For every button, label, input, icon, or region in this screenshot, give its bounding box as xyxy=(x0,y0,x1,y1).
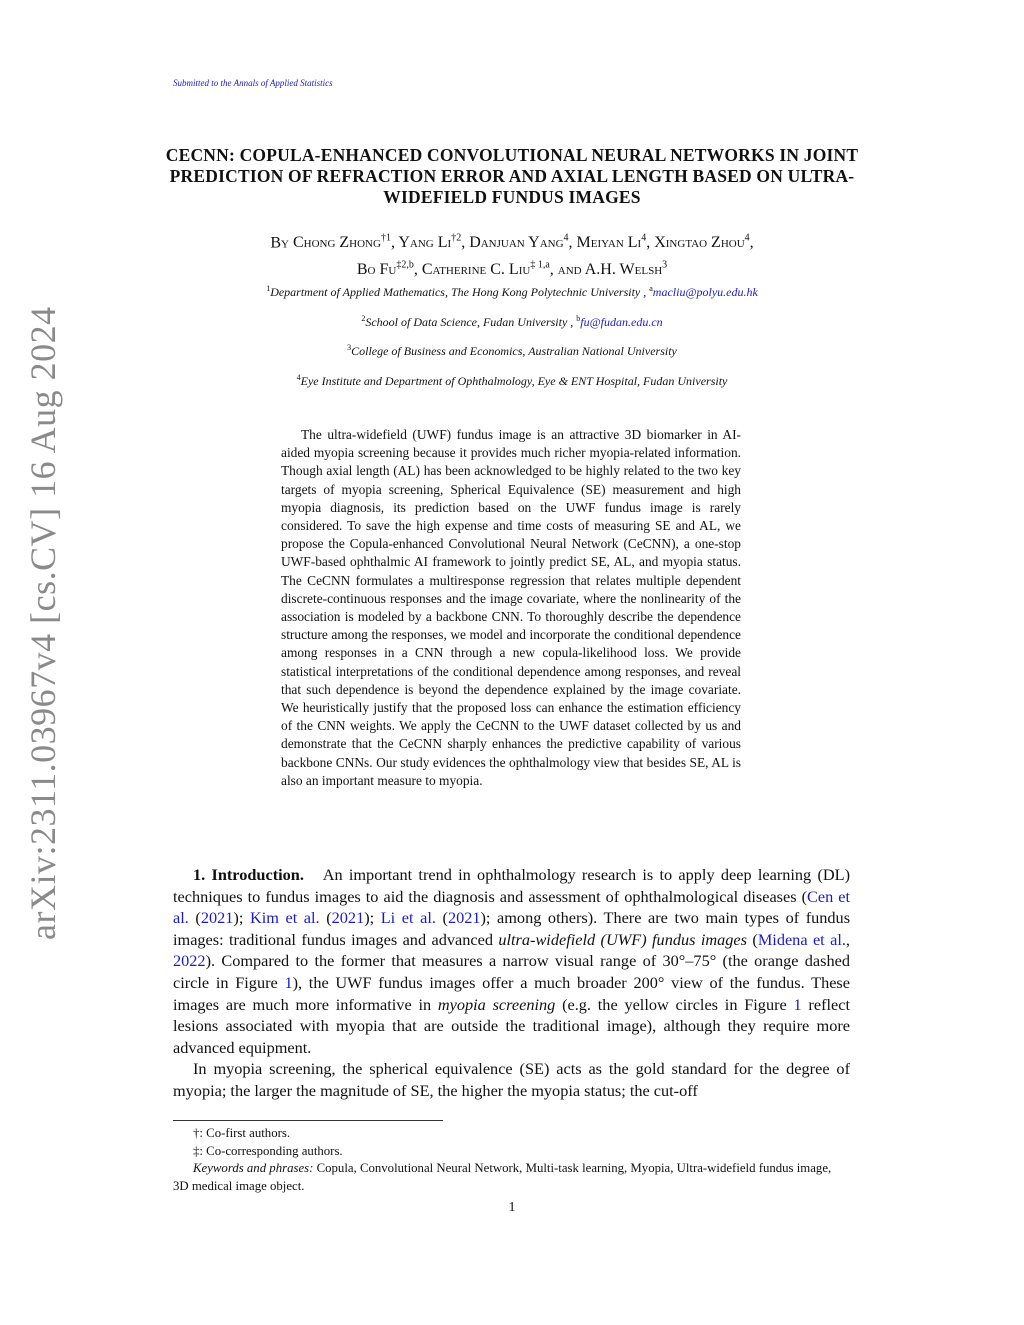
author: Xingtao Zhou$^4$, xyxy=(654,233,754,252)
author-list xyxy=(150,228,874,281)
author: Catherine C. Liu$^{\ddagger 1,a}$, xyxy=(421,259,554,278)
section-number: 1. xyxy=(193,865,206,884)
page-number: 1 xyxy=(508,1200,516,1215)
email-link[interactable]: macliu@polyu.edu.hk xyxy=(652,285,758,299)
citation-link[interactable]: 2021 xyxy=(331,908,365,928)
intro-paragraph-2: In myopia screening, the spherical equivalence (SE) acts as the gold standard for the degree of myopia; the larger the magnitude of SE, the higher the myopia status; the cut-off xyxy=(173,1059,850,1100)
by-label: By xyxy=(270,234,289,252)
section-title: Introduction. xyxy=(211,865,304,884)
email-link[interactable]: fu@fudan.edu.cn xyxy=(580,315,663,329)
figure-link[interactable]: 1 xyxy=(284,972,293,992)
intro-paragraph-1: 1. Introduction. An important trend in ophthalmology research is to apply deep learning (DL) techniques to fundus images to aid the diagnosis and assessment of ophthalmological diseases (Cen et al. (2021); Kim et al. (2021); Li et al. (2021); among others). There are two main types of fundus images: traditional fundus images and advanced ultra-widefield (UWF) fundus images (Midena et al., 2022). Compared to the former that measures a narrow visual range of 30°–75° (the orange dashed circle in Figure 1), the UWF fundus images offer a much broader 200° view of the fundus. These images are much more informative in myopia screening (e.g. the yellow circles in Figure 1 reflect lesions associated with myopia that are outside the traditional image), although they require more advanced equipment. xyxy=(173,865,851,1057)
author: Bo Fu$^{\ddagger 2,b}$, xyxy=(356,259,418,278)
affiliation-2: $^2$School of Data Science, Fudan University , $^b$fu@fudan.edu.cn xyxy=(361,314,663,329)
citation-link[interactable]: Li et al. xyxy=(380,908,436,928)
footnote-rule xyxy=(173,1120,443,1121)
abstract-text: The ultra-widefield (UWF) fundus image is an attractive 3D biomarker in AI-aided myopia screening because it provides much richer myopia-related information. Though axial length (AL) has been acknowledged to be highly related to the two key targets of myopia screening, Spherical Equivalence (SE) measurement and high myopia diagnosis, its prediction based on the UWF fundus image is rarely considered. To save the high expense and time costs of measuring SE and AL, we propose the Copula-enhanced Convolutional Neural Network (CeCNN), a one-stop UWF-based ophthalmic AI framework to jointly predict SE, AL, and myopia status. The CeCNN formulates a multiresponse regression that relates multiple dependent discrete-continuous responses and the image covariate, where the nonlinearity of the association is modeled by a backbone CNN. To thoroughly describe the dependence structure among the responses, we model and incorporate the conditional dependence among responses in a CNN through a new copula-likelihood loss. We provide statistical interpretations of the conditional dependence among responses, and reveal that such dependence is beyond the dependence explained by the image covariate. We heuristically justify that the proposed loss can enhance the estimation efficiency of the CNN weights. We apply the CeCNN to the UWF dataset collected by us and demonstrate that the CeCNN sharply enhances the predictive capability of various backbone CNNs. Our study evidences the ophthalmology view that besides SE, AL is also an important measure to myopia. xyxy=(281,427,741,788)
citation-link[interactable]: 2022 xyxy=(173,951,206,971)
citation-link[interactable]: Cen et al. xyxy=(173,886,851,928)
keywords xyxy=(173,1160,850,1195)
affiliation-1: $^1$Department of Applied Mathematics, The Hong Kong Polytechnic University , $^a$macliu@polyu.edu.hk xyxy=(266,284,758,299)
author: Chong Zhong$^{\dagger 1}$, xyxy=(292,233,395,252)
abstract xyxy=(281,426,741,790)
author: Meiyan Li$^4$, xyxy=(576,233,651,252)
affiliation-3: $^3$College of Business and Economics, Australian National University xyxy=(347,343,677,358)
affiliation-4: $^4$Eye Institute and Department of Ophthalmology, Eye & ENT Hospital, Fudan University xyxy=(296,373,728,388)
footnote-corresponding: ‡: Co-corresponding authors. xyxy=(193,1143,343,1158)
author: Danjuan Yang$^4$, xyxy=(469,233,573,252)
figure-link[interactable]: 1 xyxy=(793,994,802,1014)
footnotes xyxy=(173,1125,850,1195)
keywords-text: Copula, Convolutional Neural Network, Multi-task learning, Myopia, Ultra-widefield fundus image, 3D medical image object. xyxy=(173,1161,832,1193)
author: and A.H. Welsh$^3$ xyxy=(557,259,668,278)
introduction-section xyxy=(173,864,850,1102)
journal-header[interactable]: Submitted to the Annals of Applied Statistics xyxy=(173,78,333,88)
citation-link[interactable]: 2021 xyxy=(200,908,234,928)
arxiv-stamp: arXiv:2311.03967v4 [cs.CV] 16 Aug 2024 xyxy=(23,306,63,940)
footnote-cofirst: †: Co-first authors. xyxy=(193,1126,291,1140)
keywords-label: Keywords and phrases: xyxy=(193,1161,314,1175)
citation-link[interactable]: Kim et al. xyxy=(249,908,320,928)
citation-link[interactable]: 2021 xyxy=(447,908,481,928)
author: Yang Li$^{\dagger 2}$, xyxy=(398,233,466,252)
paper-title: CECNN: COPULA-ENHANCED CONVOLUTIONAL NEURAL NETWORKS IN JOINT PREDICTION OF REFRACTION ERROR AND AXIAL LENGTH BASED ON ULTRA-WIDEFIELD FUNDUS IMAGES xyxy=(165,145,859,207)
citation-link[interactable]: Midena et al. xyxy=(757,929,846,949)
